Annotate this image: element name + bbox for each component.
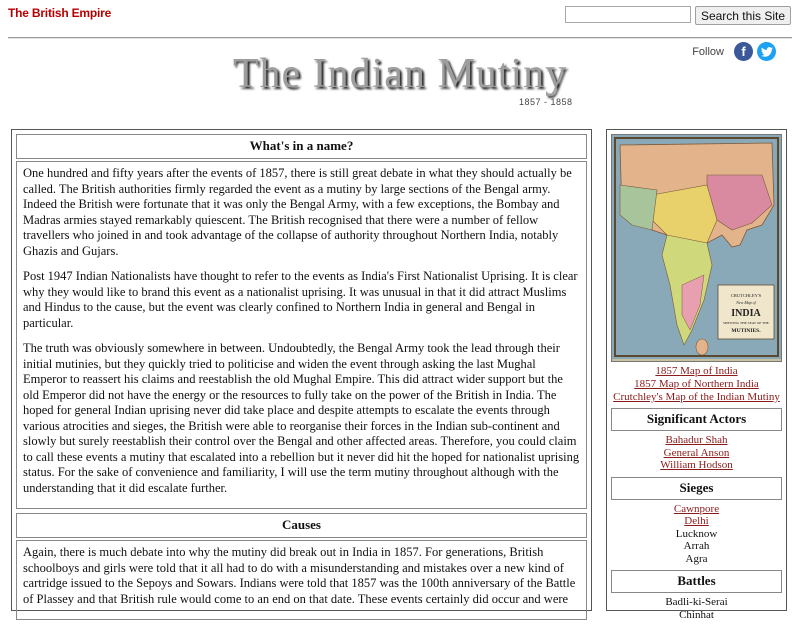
section-heading-causes: Causes [16, 513, 587, 538]
facebook-icon[interactable]: f [734, 42, 753, 61]
site-search [565, 6, 791, 25]
actor-link[interactable]: General Anson [663, 446, 730, 459]
map-image[interactable] [611, 134, 782, 362]
sieges-list [607, 500, 786, 569]
section-body-name [16, 161, 587, 509]
map-link-india[interactable]: 1857 Map of India [655, 365, 738, 377]
map-title-line-5: MUTINIES. [731, 328, 761, 334]
follow-label: Follow [692, 45, 724, 58]
battle-item: Chinhat [679, 608, 714, 621]
siege-link[interactable]: Delhi [684, 515, 709, 527]
map-title-line-3: INDIA [731, 308, 761, 319]
main-content [11, 129, 592, 611]
siege-item: Agra [685, 552, 708, 565]
battle-item: Badli-ki-Serai [665, 596, 728, 608]
paragraph: The truth was obviously somewhere in between. Undoubtedly, the Bengal Army took the lead through their initial mutinies, but they quickly tried to politicise and widen the event through asking the last Mughal Emperor to reassert his claims and reestablish the old Mughal Empire. This did attract wider support but the old Emperor did not have the energy or the resources to fully take on the power of the British in India. The hoped for general Indian uprising never did take place and despite attempts to escalate the events through various atrocities and sieges, the British were able to reorganise their forces in the Indian sub-continent and slowly but surely reestablish their control over the Bengal and other affected areas. Therefore, you could claim to call these events a mutiny that escalated into a rebellion but it never did hit the hoped for nationalist uprising status. For the sake of convenience and familiarity, I will use the term mutiny throughout although with the understanding that it did escalate further. [23, 341, 580, 495]
brand-link[interactable]: The British Empire [8, 6, 112, 20]
map-links [607, 362, 786, 406]
battles-heading: Battles [611, 570, 782, 593]
section-heading-name: What's in a name? [16, 134, 587, 159]
siege-item: Lucknow [675, 527, 718, 540]
page-title: The Indian Mutiny [232, 51, 568, 97]
siege-link[interactable]: Cawnpore [673, 502, 720, 515]
header-divider [8, 37, 792, 39]
actor-link[interactable]: Bahadur Shah [665, 434, 728, 446]
search-input[interactable] [565, 6, 691, 23]
paragraph: Again, there is much debate into why the mutiny did break out in India in 1857. For generations, British schoolboys and girls were told that it all had to do with a misunderstanding and mistakes over a new kind of cartridge issued to the Sepoys and Sowars. Indians were told that 1857 was the 100th anniversary of the Battle of Plassey and that British rule would come to an end on that date. These events certainly did occur and were [23, 545, 576, 606]
sidebar [606, 129, 787, 621]
sieges-heading: Sieges [611, 477, 782, 500]
page-dates: 1857 - 1858 [519, 97, 573, 107]
siege-item: Arrah [683, 540, 710, 552]
actor-link[interactable]: William Hodson [660, 459, 733, 471]
paragraph: One hundred and fifty years after the events of 1857, there is still great debate in what they should actually be called. The British authorities firmly regarded the event as a mutiny by large sections of the Bengal army. Indeed the British were fortunate that it was only the Bengal Army, with a few exceptions, the Bombay and Madras armies stayed remarkably quiescent. The British recognised that there were a number of fellow travellers who joined in and took advantage of the collapse of authority throughout Northern India, notably Ghazis and Gujars. [23, 166, 572, 258]
search-button[interactable]: Search this Site [695, 6, 791, 25]
paragraph: Post 1947 Indian Nationalists have thought to refer to the events as India's First Nationalist Uprising. It is clear why they would like to brand this event as a nationalist uprising. It was unusual in that it did attract Muslims and Hindus to the cause, but the event was clearly confined to Northern India in general and Bengal in particular. [23, 269, 578, 330]
map-title-line-4: SHEWING THE SEAT OF THE [723, 321, 769, 325]
map-title-line-2: New Map of [736, 300, 756, 305]
actors-heading: Significant Actors [611, 408, 782, 431]
actors-list [607, 431, 786, 475]
battles-list [607, 593, 786, 624]
map-link-northern-india[interactable]: 1857 Map of Northern India [634, 378, 759, 390]
map-title-line-1: CRUTCHLEY'S [730, 293, 762, 298]
map-illustration [612, 135, 781, 359]
section-body-causes [16, 540, 587, 620]
map-link-crutchley[interactable]: Crutchley's Map of the Indian Mutiny [613, 391, 780, 403]
